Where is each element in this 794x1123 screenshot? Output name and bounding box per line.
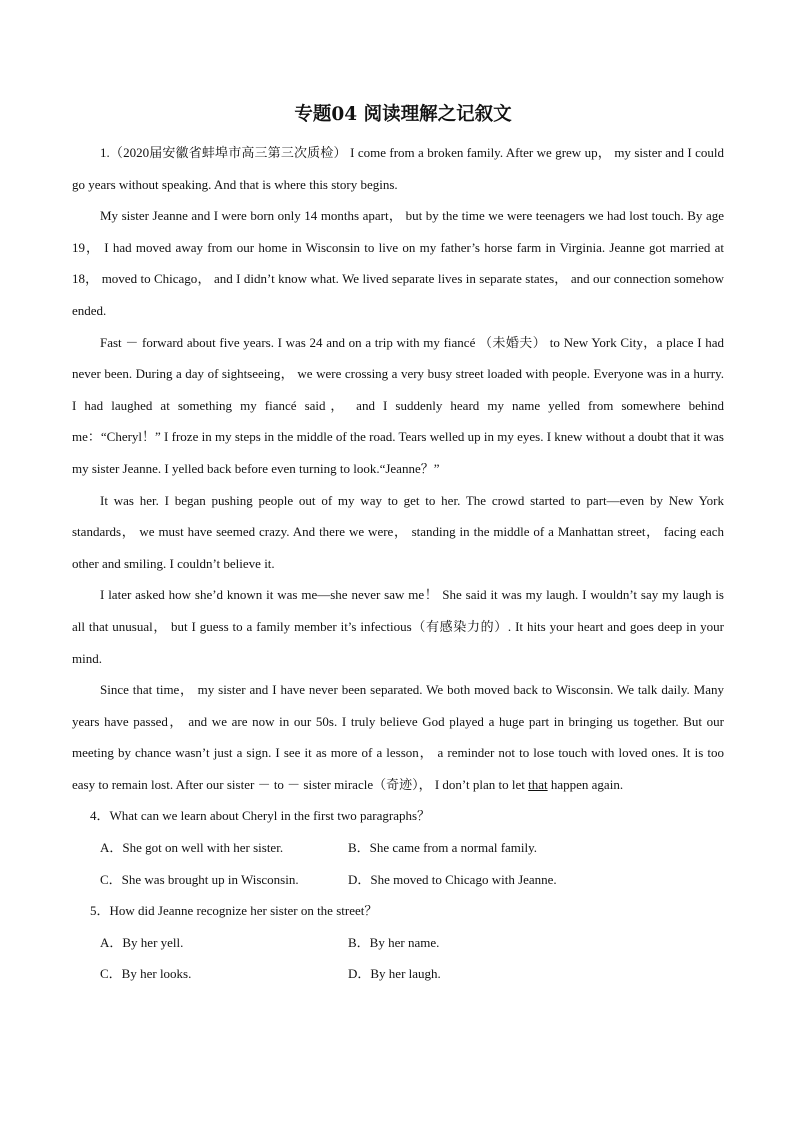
option-b: B．By her name. [348, 934, 440, 950]
option-c: C．By her looks. [100, 966, 192, 982]
passage-paragraph-2: Fast － forward about five years. I was 24 and on a trip with my fiancé （未婚夫） to New York City，a place I had never been. During a day of sightseeing， we were crossing a very busy street loaded with people. Everyone was in a hurry. I had laughed at something my fiancé said， and I suddenly heard my name yelled from somewhere behind me：“Cheryl！” I froze in my steps in the middle of the road. Tears welled up in my eyes. I knew without a doubt that it was my sister Jeanne. I yelled back before even turning to look.“Jeanne？” [72, 334, 724, 476]
passage-paragraph-5 [72, 674, 724, 800]
question-source: 1.（2020届安徽省蚌埠市高三第三次质检） [100, 145, 347, 160]
option-a: A．By her yell. [100, 934, 184, 950]
option-b: B．She came from a normal family. [348, 840, 538, 856]
document-page [72, 100, 724, 990]
option-c: C．She was brought up in Wisconsin. [100, 871, 299, 887]
option-d: D．She moved to Chicago with Jeanne. [348, 871, 557, 887]
question-4-options-row-1 [72, 832, 724, 864]
intro-paragraph [72, 137, 724, 200]
question-5-options-row-2 [72, 958, 724, 990]
paragraph-5-text: Since that time， my sister and I have never been separated. We both moved back to Wisconsin. We talk daily. Many years have passed， and we are now in our 50s. I truly believe God played a huge part in bringing us together. But our meeting by chance wasn’t just a sign. I see it as more of a lesson， a reminder not to lose touch with loved ones. It is too easy to remain lost. After our sister － to － sister miracle（奇迹）， I don’t plan to let [72, 682, 724, 792]
option-d: D．By her laugh. [348, 966, 441, 982]
paragraph-5-end: happen again. [547, 776, 624, 792]
passage-paragraph-4: I later asked how she’d known it was me—she never saw me！ She said it was my laugh. I wouldn’t say my laugh is all that unusual， but I guess to a family member it’s infectious（有感染力的）. It hits your heart and goes deep in your mind. [72, 587, 724, 666]
question-4-options-row-2 [72, 864, 724, 896]
passage-paragraph-3: It was her. I began pushing people out of my way to get to her. The crowd started to part—even by New York standards， we must have seemed crazy. And there we were， standing in the middle of a Manhattan street， facing each other and smiling. I couldn’t believe it. [72, 492, 724, 571]
page-title: 专题04 阅读理解之记叙文 [294, 104, 512, 125]
option-a: A．She got on well with her sister. [100, 840, 284, 856]
question-5-options-row-1 [72, 927, 724, 959]
question-4-stem: 4．What can we learn about Cheryl in the first two paragraphs？ [90, 808, 431, 824]
underlined-word: that [528, 776, 548, 792]
intro-text: I come from a broken family. After we grew up， my sister and I could go years without speaking. And that is where this story begins. [72, 145, 725, 192]
passage-paragraph-1: My sister Jeanne and I were born only 14 months apart， but by the time we were teenagers we had lost touch. By age 19， I had moved away from our home in Wisconsin to live on my father’s horse farm in Virginia. Jeanne got married at 18， moved to Chicago， and I didn’t know what. We lived separate lives in separate states， and our connection somehow ended. [72, 208, 724, 318]
question-5-stem: 5．How did Jeanne recognize her sister on the street？ [90, 903, 378, 919]
